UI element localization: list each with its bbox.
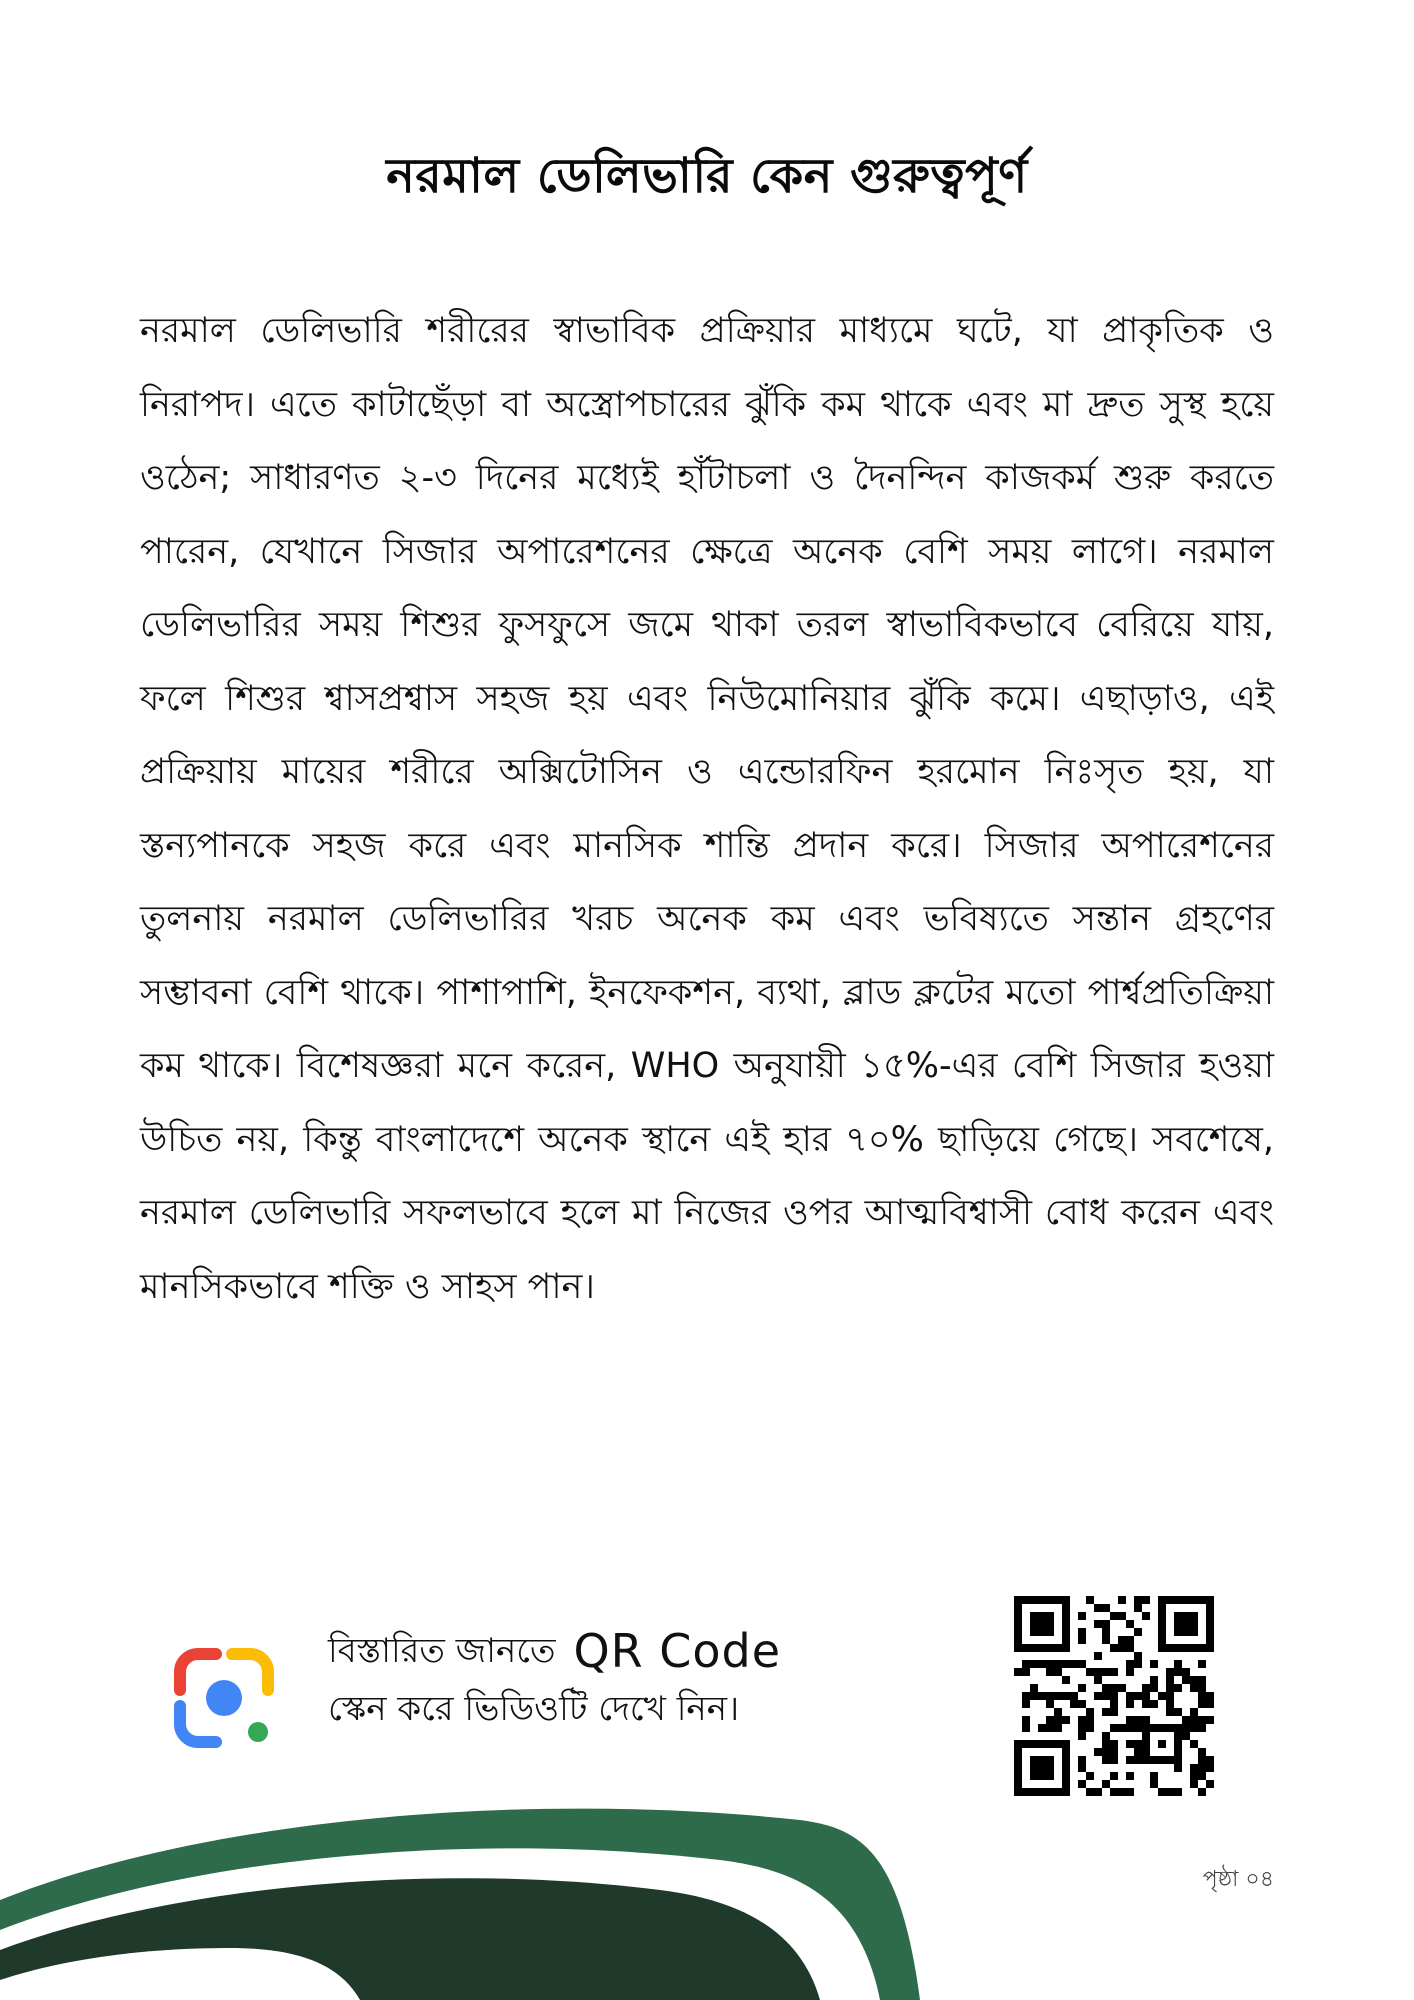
decorative-wave bbox=[0, 1780, 1414, 2000]
qr-hint bbox=[172, 1620, 892, 1750]
qr-code-label: QR Code bbox=[573, 1624, 782, 1678]
qr-instruction bbox=[328, 1622, 1028, 1738]
body-paragraph: নরমাল ডেলিভারি শরীরের স্বাভাবিক প্রক্রিয়ার মাধ্যমে ঘটে, যা প্রাকৃতিক ও নিরাপদ। এতে কাটাছেঁড়া বা অস্ত্রোপচারের ঝুঁকি কম থাকে এবং মা দ্রুত সুস্থ হয়ে ওঠেন; সাধারণত ২-৩ দিনের মধ্যেই হাঁটাচলা ও দৈনন্দিন কাজকর্ম শুরু করতে পারেন, যেখানে সিজার অপারেশনের ক্ষেত্রে অনেক বেশি সময় লাগে। নরমাল ডেলিভারির সময় শিশুর ফুসফুসে জমে থাকা তরল স্বাভাবিকভাবে বেরিয়ে যায়, ফলে শিশুর শ্বাসপ্রশ্বাস সহজ হয় এবং নিউমোনিয়ার ঝুঁকি কমে। এছাড়াও, এই প্রক্রিয়ায় মায়ের শরীরে অক্সিটোসিন ও এন্ডোরফিন হরমোন নিঃসৃত হয়, যা স্তন্যপানকে সহজ করে এবং মানসিক শান্তি প্রদান করে। সিজার অপারেশনের তুলনায় নরমাল ডেলিভারির খরচ অনেক কম এবং ভবিষ্যতে সন্তান গ্রহণের সম্ভাবনা বেশি থাকে। পাশাপাশি, ইনফেকশন, ব্যথা, ব্লাড ক্লটের মতো পার্শ্বপ্রতিক্রিয়া কম থাকে। বিশেষজ্ঞরা মনে করেন, WHO অনুযায়ী ১৫%-এর বেশি সিজার হওয়া উচিত নয়, কিন্তু বাংলাদেশে অনেক স্থানে এই হার ৭০% ছাড়িয়ে গেছে। সবশেষে, নরমাল ডেলিভারি সফলভাবে হলে মা নিজের ওপর আত্মবিশ্বাসী বোধ করেন এবং মানসিকভাবে শক্তি ও সাহস পান। bbox=[140, 311, 1274, 1307]
google-lens-icon bbox=[172, 1646, 276, 1750]
qr-instruction-prefix: বিস্তারিত জানতে bbox=[328, 1631, 556, 1671]
qr-code-image[interactable] bbox=[1014, 1596, 1214, 1796]
page-number: পৃষ্ঠা ০৪ bbox=[1202, 1867, 1274, 1892]
page-title: নরমাল ডেলিভারি কেন গুরুত্বপূর্ণ bbox=[386, 148, 1028, 204]
qr-instruction-line2: স্কেন করে ভিডিওটি দেখে নিন। bbox=[328, 1689, 740, 1729]
